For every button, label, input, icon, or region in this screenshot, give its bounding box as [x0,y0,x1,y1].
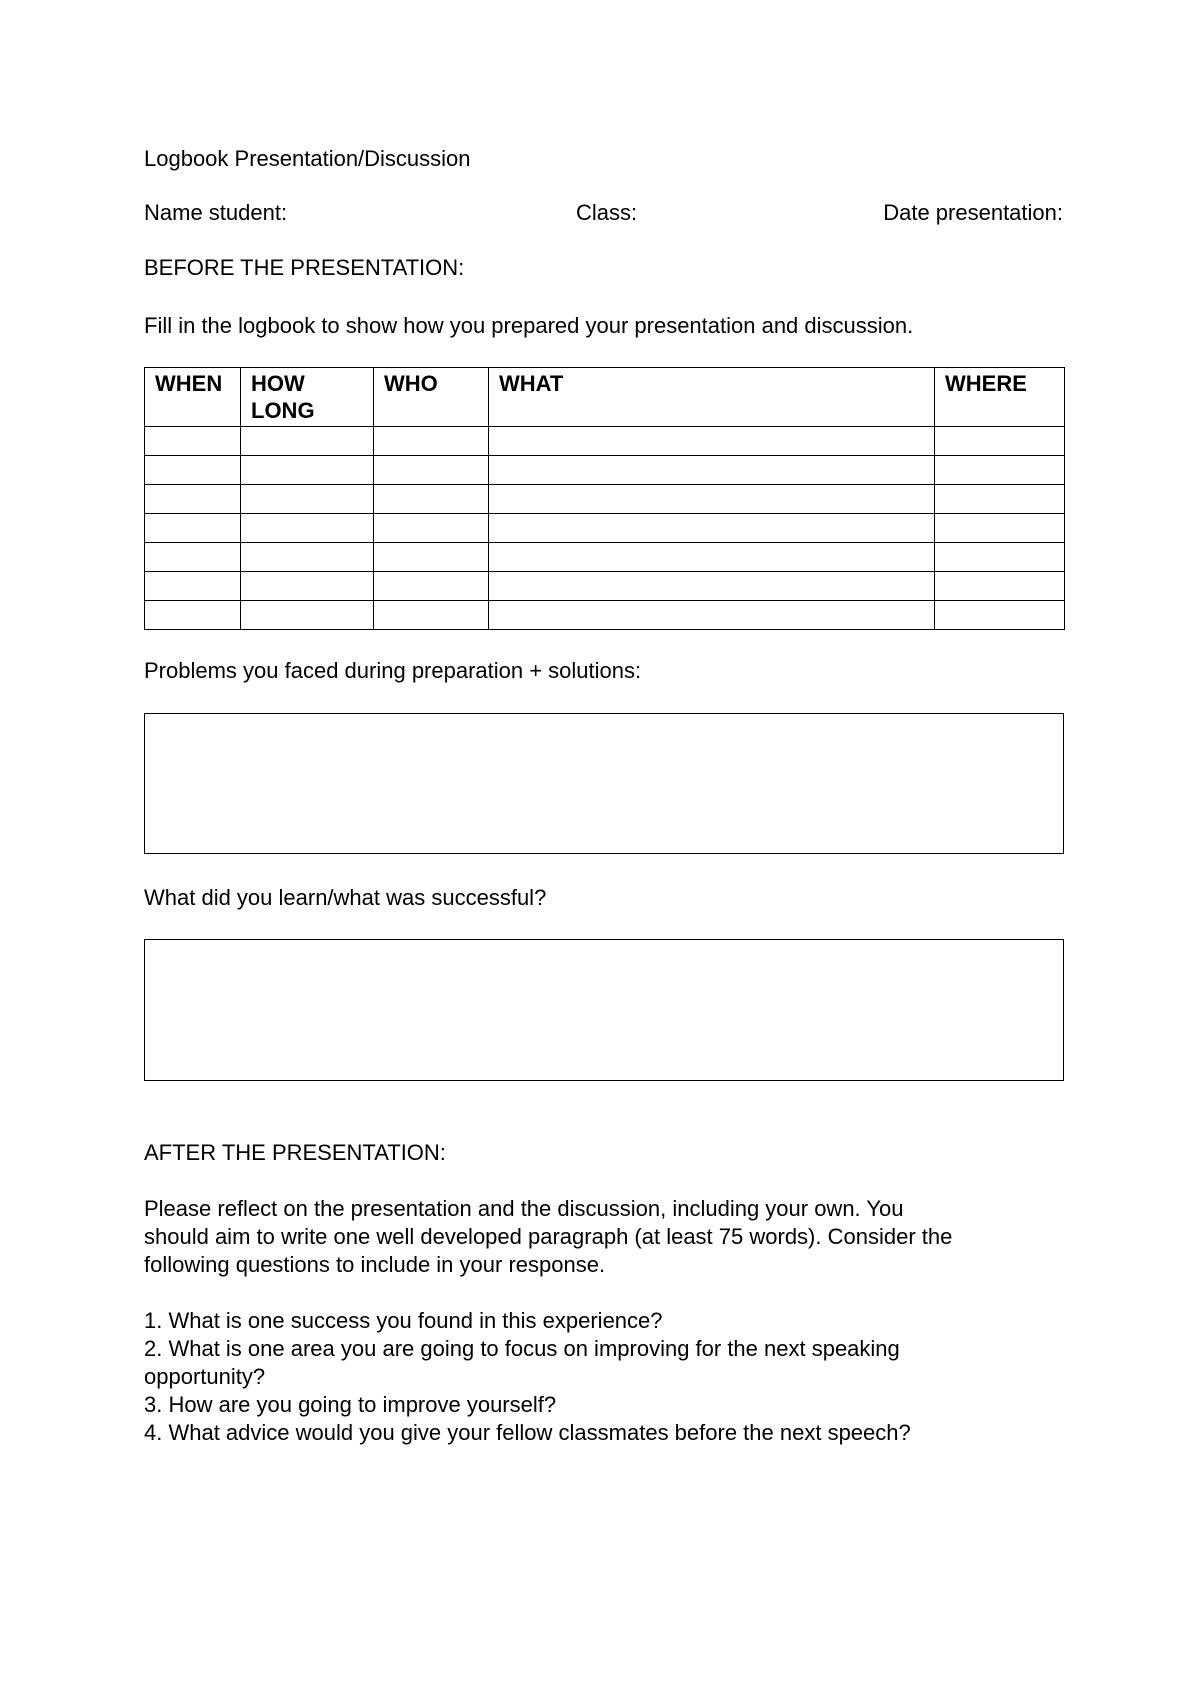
cell-how-long[interactable] [241,514,374,543]
reflection-line: following questions to include in your response. [144,1252,606,1277]
question-item: 1. What is one success you found in this experience? [144,1308,663,1333]
cell-what[interactable] [489,601,935,630]
col-header-where: WHERE [935,368,1065,427]
col-header-how-long: HOW LONG [241,368,374,427]
cell-when[interactable] [145,601,241,630]
cell-who[interactable] [374,543,489,572]
cell-what[interactable] [489,543,935,572]
cell-how-long[interactable] [241,456,374,485]
cell-what[interactable] [489,485,935,514]
cell-when[interactable] [145,514,241,543]
cell-who[interactable] [374,427,489,456]
header-fields [144,199,1063,227]
col-header-when: WHEN [145,368,241,427]
cell-how-long[interactable] [241,543,374,572]
cell-where[interactable] [935,514,1065,543]
class-label: Class: [576,200,638,225]
reflection-line: Please reflect on the presentation and the discussion, including your own. You [144,1196,904,1221]
question-item: 3. How are you going to improve yourself? [144,1392,557,1417]
name-student-label: Name student: [144,200,288,225]
reflection-line: should aim to write one well developed paragraph (at least 75 words). Consider the [144,1224,953,1249]
learn-answer-box[interactable] [144,939,1064,1081]
cell-who[interactable] [374,456,489,485]
col-header-who: WHO [374,368,489,427]
cell-where[interactable] [935,543,1065,572]
table-row [145,601,1065,630]
cell-where[interactable] [935,427,1065,456]
cell-how-long[interactable] [241,601,374,630]
cell-how-long[interactable] [241,427,374,456]
cell-how-long[interactable] [241,485,374,514]
logbook-table [144,367,1065,630]
cell-where[interactable] [935,485,1065,514]
reflection-paragraph [144,1195,1074,1279]
table-row [145,485,1065,514]
problems-label: Problems you faced during preparation + solutions: [144,658,642,683]
problems-answer-box[interactable] [144,713,1064,854]
cell-what[interactable] [489,427,935,456]
cell-when[interactable] [145,456,241,485]
cell-when[interactable] [145,543,241,572]
learn-label: What did you learn/what was successful? [144,885,547,910]
cell-who[interactable] [374,572,489,601]
before-heading: BEFORE THE PRESENTATION: [144,255,465,280]
cell-where[interactable] [935,601,1065,630]
table-row [145,427,1065,456]
table-row [145,543,1065,572]
page-title: Logbook Presentation/Discussion [144,146,471,171]
date-presentation-label: Date presentation: [883,200,1063,225]
cell-what[interactable] [489,572,935,601]
table-header-row [145,368,1065,427]
cell-what[interactable] [489,456,935,485]
table-row [145,514,1065,543]
table-row [145,572,1065,601]
table-row [145,456,1065,485]
col-header-what: WHAT [489,368,935,427]
cell-when[interactable] [145,572,241,601]
question-item: 2. What is one area you are going to focus on improving for the next speaking opportunity? [144,1336,900,1389]
question-item: 4. What advice would you give your fellow classmates before the next speech? [144,1420,911,1445]
instruction-text: Fill in the logbook to show how you prepared your presentation and discussion. [144,313,914,338]
cell-where[interactable] [935,572,1065,601]
cell-what[interactable] [489,514,935,543]
cell-who[interactable] [374,485,489,514]
after-heading: AFTER THE PRESENTATION: [144,1140,446,1165]
cell-who[interactable] [374,601,489,630]
cell-how-long[interactable] [241,572,374,601]
cell-when[interactable] [145,427,241,456]
cell-where[interactable] [935,456,1065,485]
questions-list [144,1307,1004,1447]
cell-who[interactable] [374,514,489,543]
cell-when[interactable] [145,485,241,514]
